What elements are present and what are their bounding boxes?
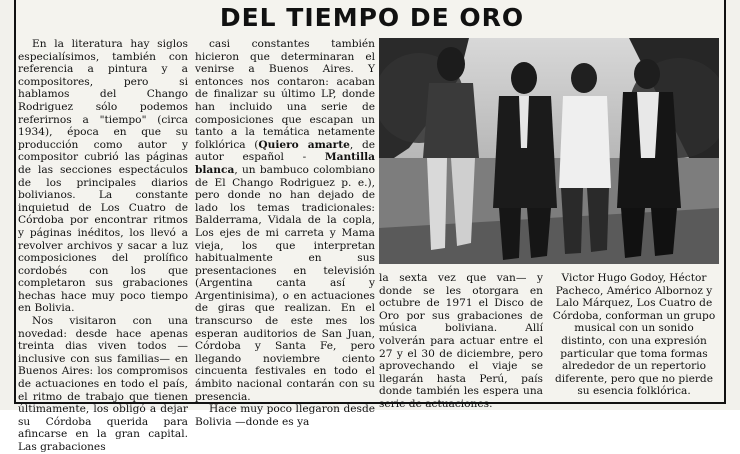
group-photo	[379, 38, 719, 264]
paragraph	[195, 38, 375, 403]
paragraph: En la literatura hay siglos especialísimos, también con referencia a pintura y a compositores, pero si hablamos del Chango Rodriguez sólo podemos referirnos a "tiempo" (circa 1934), época en que su producción como autor y compositor cubrió las páginas de las secciones espectáculos de los principales diarios bolivianos. La constante inquietud de Los Cuatro de Córdoba por encontrar ritmos y páginas inéditos, los llevó a revolver archivos y sacar a luz composiciones del prolífico cordobés con los que completaron sus grabaciones hechas hace muy poco tiempo en Bolivia.	[18, 38, 188, 315]
text-span: , un bambuco colombiano de El Chango Rodriguez p. e.), pero donde no han dejado de lado los temas tradicionales: Balderrama, Vidala de la copla, Los ejes de mi carreta y Mama vieja, los que interpretan habitualmente en sus presentaciones en televisión (Argentina canta así y Argentinisima), o en actuaciones de giras que realizan. En el transcurso de este mes los esperan auditorios de San Juan, Córdoba y Santa Fe, pero llegando noviembre ciento cincuenta festivales en todo el ámbito nacional contarán con su presencia.	[195, 163, 375, 403]
paragraph: Hace muy poco llegaron desde Bolivia —donde es ya	[195, 403, 375, 428]
text-column-3	[379, 272, 543, 411]
photo-caption	[551, 272, 717, 398]
song-title-quiero-amarte: Quiero amarte	[258, 138, 350, 151]
photo-illustration	[379, 38, 719, 264]
text-span: , de autor español -	[195, 138, 375, 164]
song-title-mantilla-blanca: Mantilla blanca	[195, 151, 375, 176]
caption-text: Victor Hugo Godoy, Héctor Pacheco, Américo Albornoz y Lalo Márquez, Los Cuatro de Córdoba, conforman un grupo musical con un sonido distinto, con una expresión particular que toma formas alrededor de un repertorio diferente, pero que no pierde su esencia folklórica.	[552, 272, 716, 398]
text-span: casi constantes también hicieron que determinaran el venirse a Buenos Aires. Y entonces nos contaron: acaban de finalizar su último LP, donde han incluido una serie de composiciones que escapan un tanto a la temática netamente folklórica (	[195, 38, 375, 151]
paragraph: Nos visitaron con una novedad: desde hace apenas treinta dias viven todos — inclusive con sus familias— en Buenos Aires: los compromisos de actuaciones en todo el país, el ritmo de trabajo que tienen últimamente, los obligó a dejar su Córdoba querida para afincarse en la gran capital. Las grabaciones	[18, 315, 188, 453]
paragraph: la sexta vez que van— y donde se les otorgara en octubre de 1971 el Disco de Oro por sus grabaciones de música boliviana. Allí volverán para actuar entre el 27 y el 30 de diciembre, pero aprovechando el viaje se llegarán hasta Perú, país donde también les espera una serie de actuaciones.	[379, 272, 543, 410]
article-headline: DEL TIEMPO DE ORO	[219, 3, 525, 32]
text-column-1	[18, 38, 188, 454]
text-column-2	[195, 38, 375, 428]
